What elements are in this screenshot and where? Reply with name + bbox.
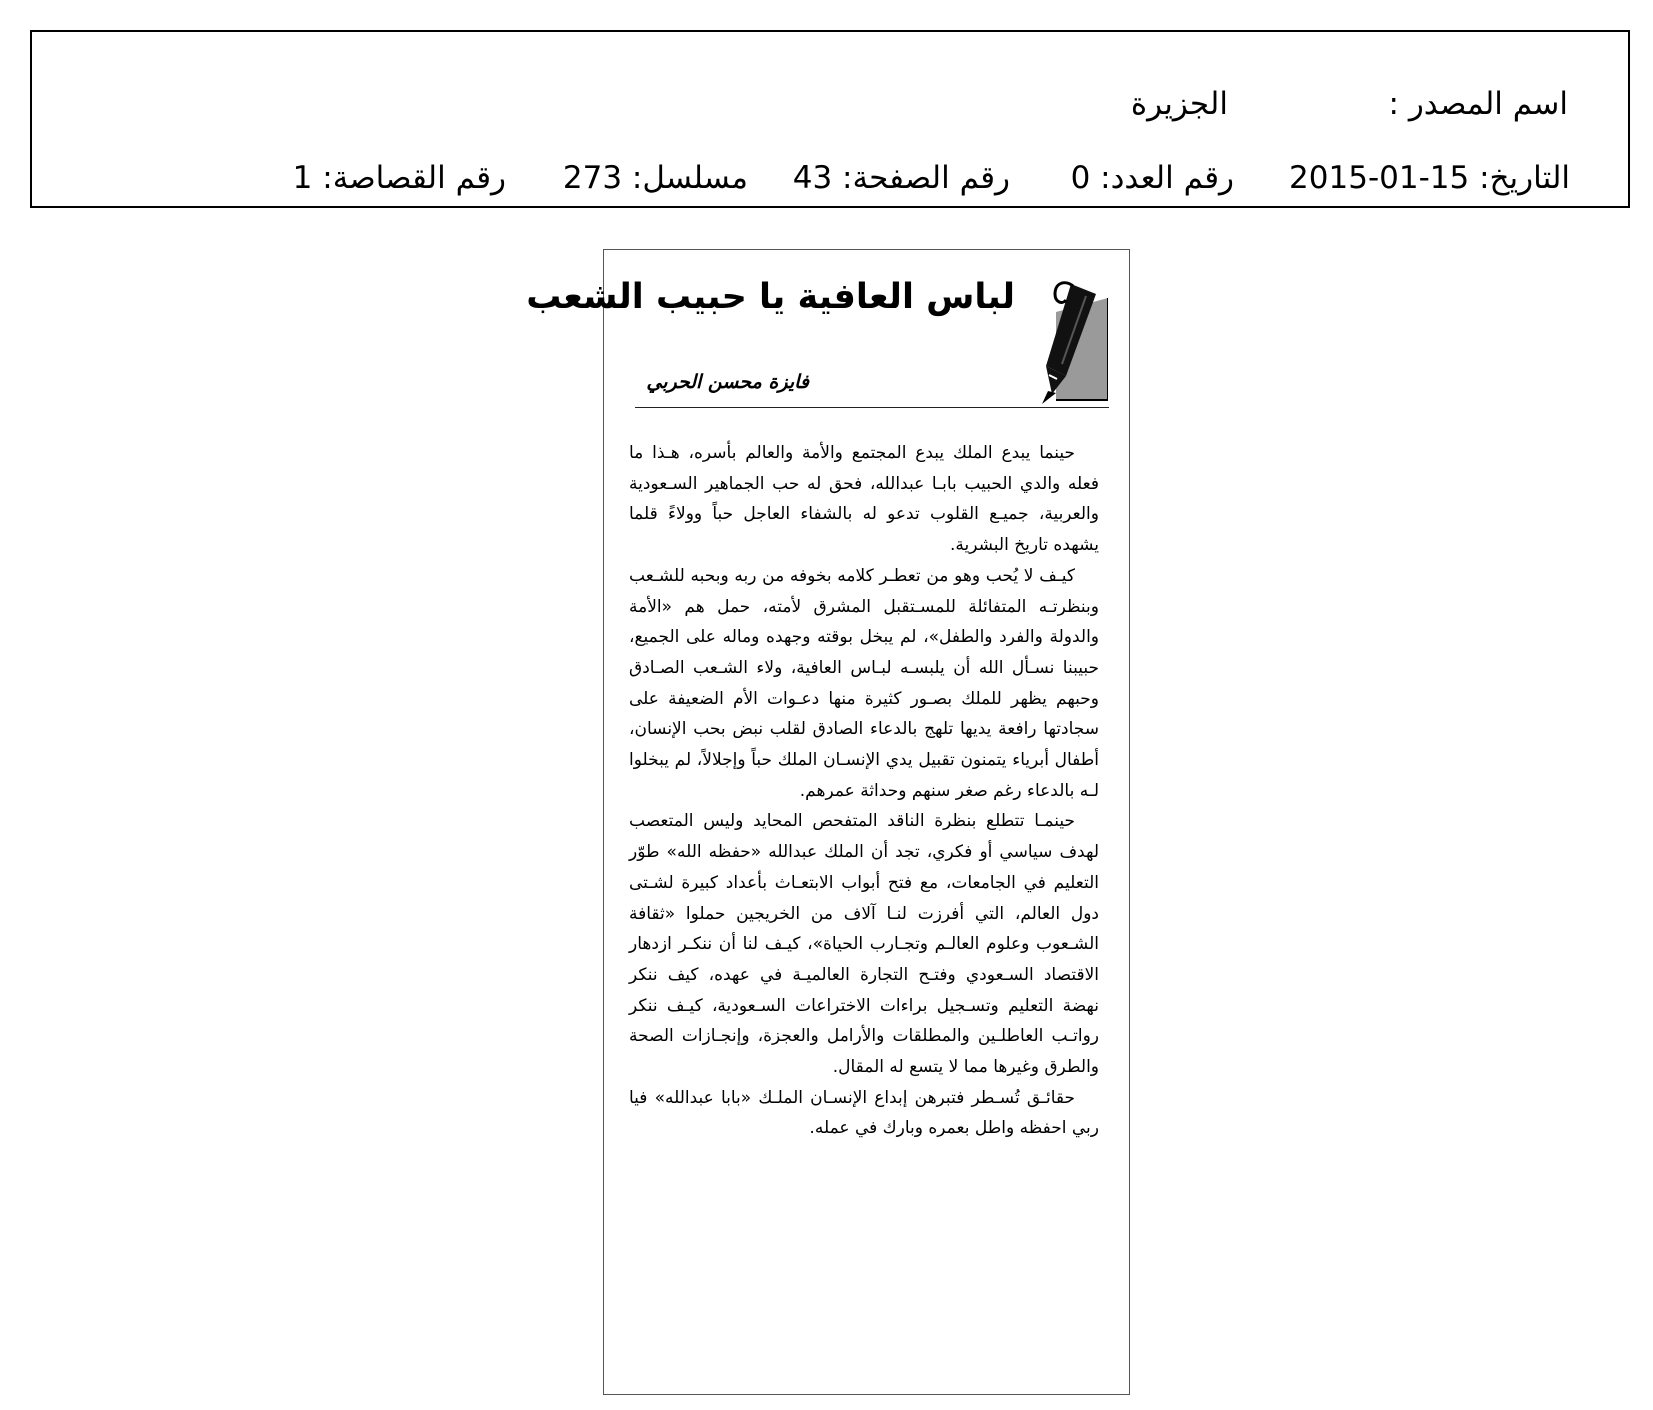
page-number-field: رقم الصفحة: 43: [792, 160, 1010, 196]
issue-number-field: رقم العدد: 0: [1070, 160, 1234, 196]
article-paragraph: حينمـا تتطلع بنظرة الناقد المتفحص المحايد وليس المتعصب لهدف سياسي أو فكري، تجد أن الملك عبدالله «حفظه الله» طوّر التعليم في الجامعات، مع فتح أبواب الابتعـاث بأعداد كبيرة لشـتى دول العالم، التي أفرزت لنـا آلاف من الخريجين حملوا «ثقافة الشـعوب وعلوم العالـم وتجـارب الحياة»، كيـف لنا أن ننكـر ازدهار الاقتصاد السـعودي وفتـح التجارة العالميـة في عهده، كيف ننكر نهضة التعليم وتسـجيل براءات الاختراعات السـعودية، كيـف ننكر رواتـب العاطلـين والمطلقات والأرامل والعجزة، وإنجـازات الصحة والطرق وغيرها مما لا يتسع له المقال.: [629, 811, 1099, 1078]
article-paragraph: كيـف لا يُحب وهو من تعطـر كلامه بخوفه من ربه وبحبه للشـعب وبنظرتـه المتفائلة للمسـتقبل المشرق لأمته، حمل هم «الأمة والدولة والفرد والطفل»، لم يبخل بوقته وجهده وماله على الجميع، حبيبنا نسـأل الله أن يلبسـه لبـاس العافية، ولاء الشـعب الصـادق وحبهم يظهر للملك بصـور كثيرة منها دعـوات الأم الضعيفة على سجادتها رافعة يديها تلهج بالدعاء الصادق لقلب نبض بحب الإنسان، أطفال أبرياء يتمنون تقبيل يدي الإنسـان الملك حباً وإجلالاً، لم يبخلوا لـه بالدعاء رغم صغر سنهم وحداثة عمرهم.: [629, 565, 1099, 801]
source-value: الجزيرة: [1130, 86, 1228, 122]
title-divider: [635, 407, 1109, 408]
article-paragraph: حينما يبدع الملك يبدع المجتمع والأمة والعالم بأسره، هـذا ما فعله والدي الحبيب بابـا عبدالله، فحق له حب الجماهير السـعودية والعربية، جميـع القلوب تدعو له بالشفاء العاجل حباً وولاءً قلما يشهده تاريخ البشرية.: [629, 443, 1099, 556]
date-field: التاريخ: 15-01-2015: [1289, 160, 1570, 196]
source-label: اسم المصدر :: [1388, 86, 1568, 122]
clip-number-field: رقم القصاصة: 1: [292, 160, 506, 196]
article-title: لباس العافية يا حبيب الشعب: [526, 277, 1015, 317]
article-paragraph: حقائـق تُسـطر فتبرهن إبداع الإنسـان الملـك «بابا عبدالله» فيا ربي احفظه واطل بعمره وبارك في عمله.: [629, 1087, 1099, 1139]
source-info-box: [30, 30, 1630, 208]
pen-icon: [1026, 272, 1108, 404]
serial-field: مسلسل: 273: [562, 160, 748, 196]
article-author: فايزة محسن الحربي: [646, 371, 809, 393]
article-body: [629, 438, 1099, 1144]
article-clipping: [526, 249, 1130, 1395]
